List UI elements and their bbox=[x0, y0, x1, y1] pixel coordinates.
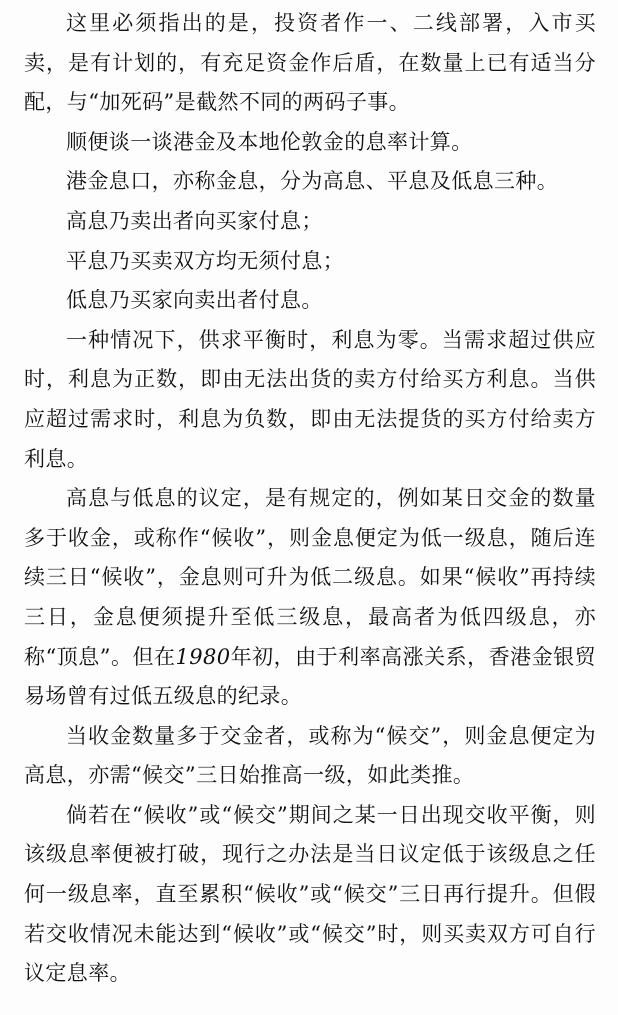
document-body bbox=[24, 4, 596, 994]
paragraph-interest-levels-part1: 高息与低息的议定，是有规定的，例如某日交金的数量多于收金，或称作“候收”，则金息便定为低一级息，随后连续三日“候收”，金息则可升为低二级息。如果“候收”再持续三日，金息便须提升至低三级息，最高者为低四级息，亦称“顶息”。但在 bbox=[24, 486, 596, 669]
paragraph-gold-interest-types: 港金息口，亦称金息，分为高息、平息及低息三种。 bbox=[66, 169, 559, 194]
paragraph-low-interest: 低息乃买家向卖出者付息。 bbox=[66, 288, 323, 313]
paragraph-balance-rule: 倘若在“候收”或“候交”期间之某一日出现交收平衡，则该级息率便被打破，现行之办法是当日议定低于该级息之任何一级息率，直至累积“候收”或“候交”三日再行提升。但假若交收情况未能达到“候收”或“候交”时，则买卖双方可自行议定息率。 bbox=[24, 802, 596, 986]
paragraph-interest-rate-intro: 顺便谈一谈港金及本地伦敦金的息率计算。 bbox=[66, 129, 473, 154]
paragraph-high-interest-rule: 当收金数量多于交金者，或称为“候交”，则金息便定为高息，亦需“候交”三日始推高一级，如此类推。 bbox=[24, 723, 596, 788]
paragraph-investor-deployment: 这里必须指出的是，投资者作一、二线部署，入市买卖，是有计划的，有充足资金作后盾，在数量上已有适当分配，与“加死码”是截然不同的两码子事。 bbox=[24, 11, 596, 115]
paragraph-interest-levels bbox=[24, 479, 596, 717]
paragraph-supply-demand: 一种情况下，供求平衡时，利息为零。当需求超过供应时，利息为正数，即由无法出货的卖方付给买方利息。当供应超过需求时，利息为负数，即由无法提货的买方付给卖方利息。 bbox=[24, 327, 596, 471]
paragraph-high-interest: 高息乃卖出者向买家付息； bbox=[66, 208, 323, 233]
paragraph-flat-interest: 平息乃买卖双方均无须付息； bbox=[66, 248, 345, 273]
paragraph-interest-levels-part2: 年初，由于利率高涨关系，香港金银贸易场曾有过低五级息的纪录。 bbox=[24, 644, 596, 709]
year-number: 1980 bbox=[175, 644, 231, 669]
